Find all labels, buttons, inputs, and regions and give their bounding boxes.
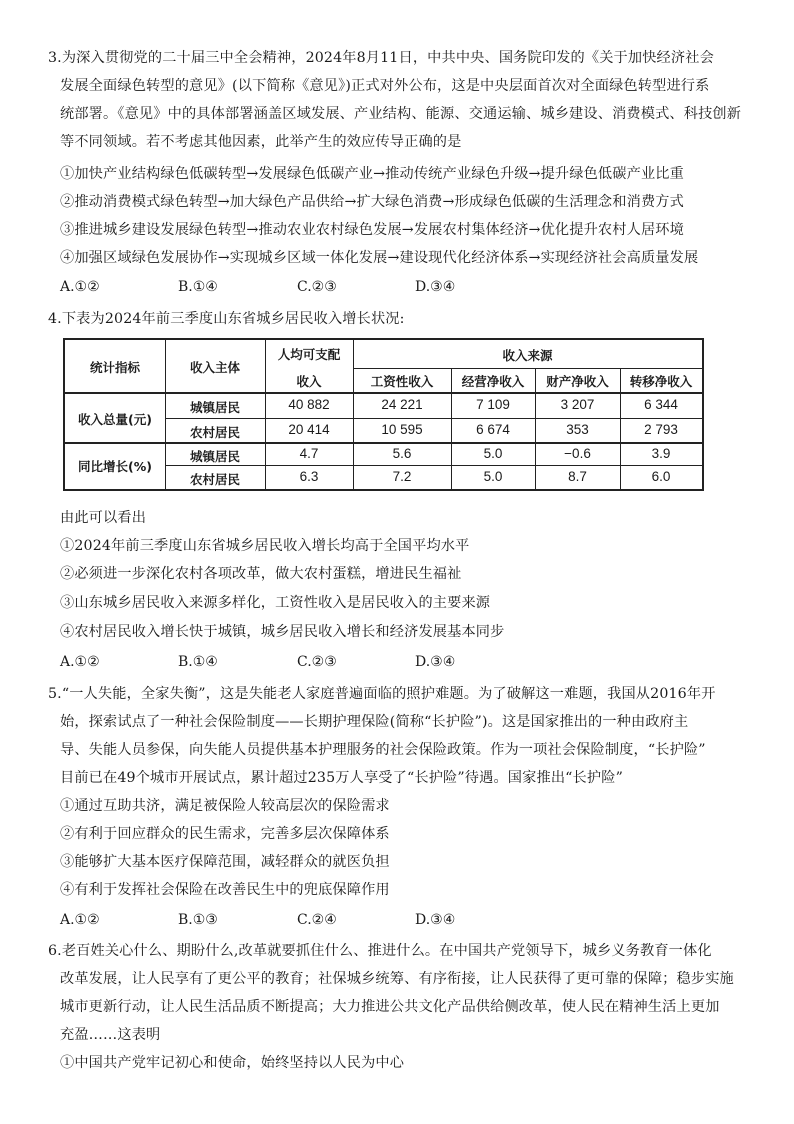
q6-line-4: 充盈……这表明 xyxy=(60,1027,161,1043)
table-cell: 7 109 xyxy=(476,397,510,412)
table-cell: 40 882 xyxy=(288,397,330,412)
table-cell: 6.0 xyxy=(651,469,671,484)
q5-option-b[interactable]: B.①③ xyxy=(178,912,218,928)
table-cell: 6 674 xyxy=(476,422,510,437)
table-cell: −0.6 xyxy=(564,446,591,461)
header-transfer: 转移净收入 xyxy=(629,374,693,389)
q5-line-2: 始，探索试点了一种社会保险制度——长期护理保险(简称“长护险”)。这是国家推出的一种由政府主 xyxy=(60,714,689,730)
table-cell: 3 207 xyxy=(560,397,595,412)
q4-option-d[interactable]: D.③④ xyxy=(415,654,456,670)
table-cell: 353 xyxy=(566,422,589,437)
q3-line-2: 发展全面绿色转型的意见》(以下简称《意见》)正式对外公布，这是中央层面首次对全面绿色转型进行系 xyxy=(60,78,710,94)
income-table xyxy=(63,338,704,491)
table-cell: 7.2 xyxy=(392,469,412,484)
group-total: 收入总量(元) xyxy=(78,412,152,427)
q5-item-1: ①通过互助共济，满足被保险人较高层次的保险需求 xyxy=(60,798,390,814)
q5-line-1: 5.“一人失能，全家失衡”，这是失能老人家庭普遍面临的照护难题。为了破解这一难题，我国从2016年开 xyxy=(48,686,716,702)
q3-item-1: ①加快产业结构绿色低碳转型→发展绿色低碳产业→推动传统产业绿色升级→提升绿色低碳产业比重 xyxy=(60,166,684,182)
row-urban-growth: 城镇居民 xyxy=(189,449,240,464)
q4-item-3: ③山东城乡居民收入来源多样化，工资性收入是居民收入的主要来源 xyxy=(60,595,491,611)
q3-line-4: 等不同领域。若不考虑其他因素，此举产生的效应传导正确的是 xyxy=(60,134,462,150)
q6-line-3: 城市更新行动，让人民生活品质不断提高；大力推进公共文化产品供给侧改革，使人民在精神生活上更加 xyxy=(60,999,720,1015)
q5-item-2: ②有利于回应群众的民生需求，完善多层次保障体系 xyxy=(60,826,390,842)
q5-item-4: ④有利于发挥社会保险在改善民生中的兜底保障作用 xyxy=(60,882,390,898)
header-indicator: 统计指标 xyxy=(89,360,140,375)
q4-option-c[interactable]: C.②③ xyxy=(297,654,337,670)
q5-item-3: ③能够扩大基本医疗保障范围，减轻群众的就医负担 xyxy=(60,854,390,870)
table-cell: 5.0 xyxy=(483,446,503,461)
q4-item-1: ①2024年前三季度山东省城乡居民收入增长均高于全国平均水平 xyxy=(60,538,470,554)
header-wage: 工资性收入 xyxy=(370,374,434,389)
table-cell: 2 793 xyxy=(644,422,678,437)
q3-item-3: ③推进城乡建设发展绿色转型→推动农业农村绿色发展→发展农村集体经济→优化提升农村人居环境 xyxy=(60,222,684,238)
q3-option-a[interactable]: A.①② xyxy=(60,279,100,295)
group-growth: 同比增长(%) xyxy=(78,459,152,474)
q4-stem: 4.下表为2024年前三季度山东省城乡居民收入增长状况: xyxy=(48,311,405,327)
q3-line-1: 3.为深入贯彻党的二十届三中全会精神，2024年8月11日，中共中央、国务院印发的《关于加快经济社会 xyxy=(48,50,714,66)
q5-option-a[interactable]: A.①② xyxy=(60,912,100,928)
q3-option-d[interactable]: D.③④ xyxy=(415,279,456,295)
q3-line-3: 统部署。《意见》中的具体部署涵盖区域发展、产业结构、能源、交通运输、城乡建设、消费模式、科技创新 xyxy=(60,106,742,122)
q4-option-b[interactable]: B.①④ xyxy=(178,654,218,670)
q3-option-b[interactable]: B.①④ xyxy=(178,279,218,295)
q5-option-c[interactable]: C.②④ xyxy=(297,912,337,928)
q6-line-1: 6.老百姓关心什么、期盼什么,改革就要抓住什么、推进什么。在中国共产党领导下，城乡义务教育一体化 xyxy=(48,943,712,959)
row-urban-total: 城镇居民 xyxy=(189,400,240,415)
header-property: 财产净收入 xyxy=(546,374,609,389)
header-income-source: 收入来源 xyxy=(502,348,553,363)
header-business: 经营净收入 xyxy=(461,374,525,389)
table-cell: 4.7 xyxy=(299,446,319,461)
table-cell: 20 414 xyxy=(288,422,330,437)
q3-item-2: ②推动消费模式绿色转型→加大绿色产品供给→扩大绿色消费→形成绿色低碳的生活理念和消费方式 xyxy=(60,194,684,210)
q4-item-4: ④农村居民收入增长快于城镇，城乡居民收入增长和经济发展基本同步 xyxy=(60,624,505,640)
table-cell: 5.6 xyxy=(392,446,412,461)
q3-item-4: ④加强区域绿色发展协作→实现城乡区域一体化发展→建设现代化经济体系→实现经济社会高质量发展 xyxy=(60,250,699,266)
header-disposable-1: 人均可支配 xyxy=(277,347,341,362)
table-cell: 3.9 xyxy=(651,446,671,461)
table-cell: 5.0 xyxy=(483,469,503,484)
row-rural-total: 农村居民 xyxy=(189,425,240,440)
q5-line-3: 导、失能人员参保，向失能人员提供基本护理服务的社会保险政策。作为一项社会保险制度，“长护险” xyxy=(60,742,706,758)
table-cell: 24 221 xyxy=(381,397,423,412)
q6-line-2: 改革发展，让人民享有了更公平的教育；社保城乡统筹、有序衔接，让人民获得了更可靠的保障；稳步实施 xyxy=(60,971,734,987)
q4-item-2: ②必须进一步深化农村各项改革，做大农村蛋糕，增进民生福祉 xyxy=(60,566,462,582)
header-disposable-2: 收入 xyxy=(296,374,322,389)
table-cell: 8.7 xyxy=(568,469,587,484)
table-cell: 6 344 xyxy=(644,397,678,412)
q4-option-a[interactable]: A.①② xyxy=(60,654,100,670)
q3-option-c[interactable]: C.②③ xyxy=(297,279,337,295)
row-rural-growth: 农村居民 xyxy=(189,472,240,487)
q6-item-1: ①中国共产党牢记初心和使命，始终坚持以人民为中心 xyxy=(60,1055,405,1071)
table-cell: 10 595 xyxy=(381,422,423,437)
table-cell: 6.3 xyxy=(299,469,319,484)
q5-option-d[interactable]: D.③④ xyxy=(415,912,456,928)
header-subject: 收入主体 xyxy=(189,360,240,375)
q5-line-4: 目前已在49个城市开展试点，累计超过235万人享受了“长护险”待遇。国家推出“长护险” xyxy=(60,770,623,786)
q4-lead: 由此可以看出 xyxy=(60,510,147,526)
